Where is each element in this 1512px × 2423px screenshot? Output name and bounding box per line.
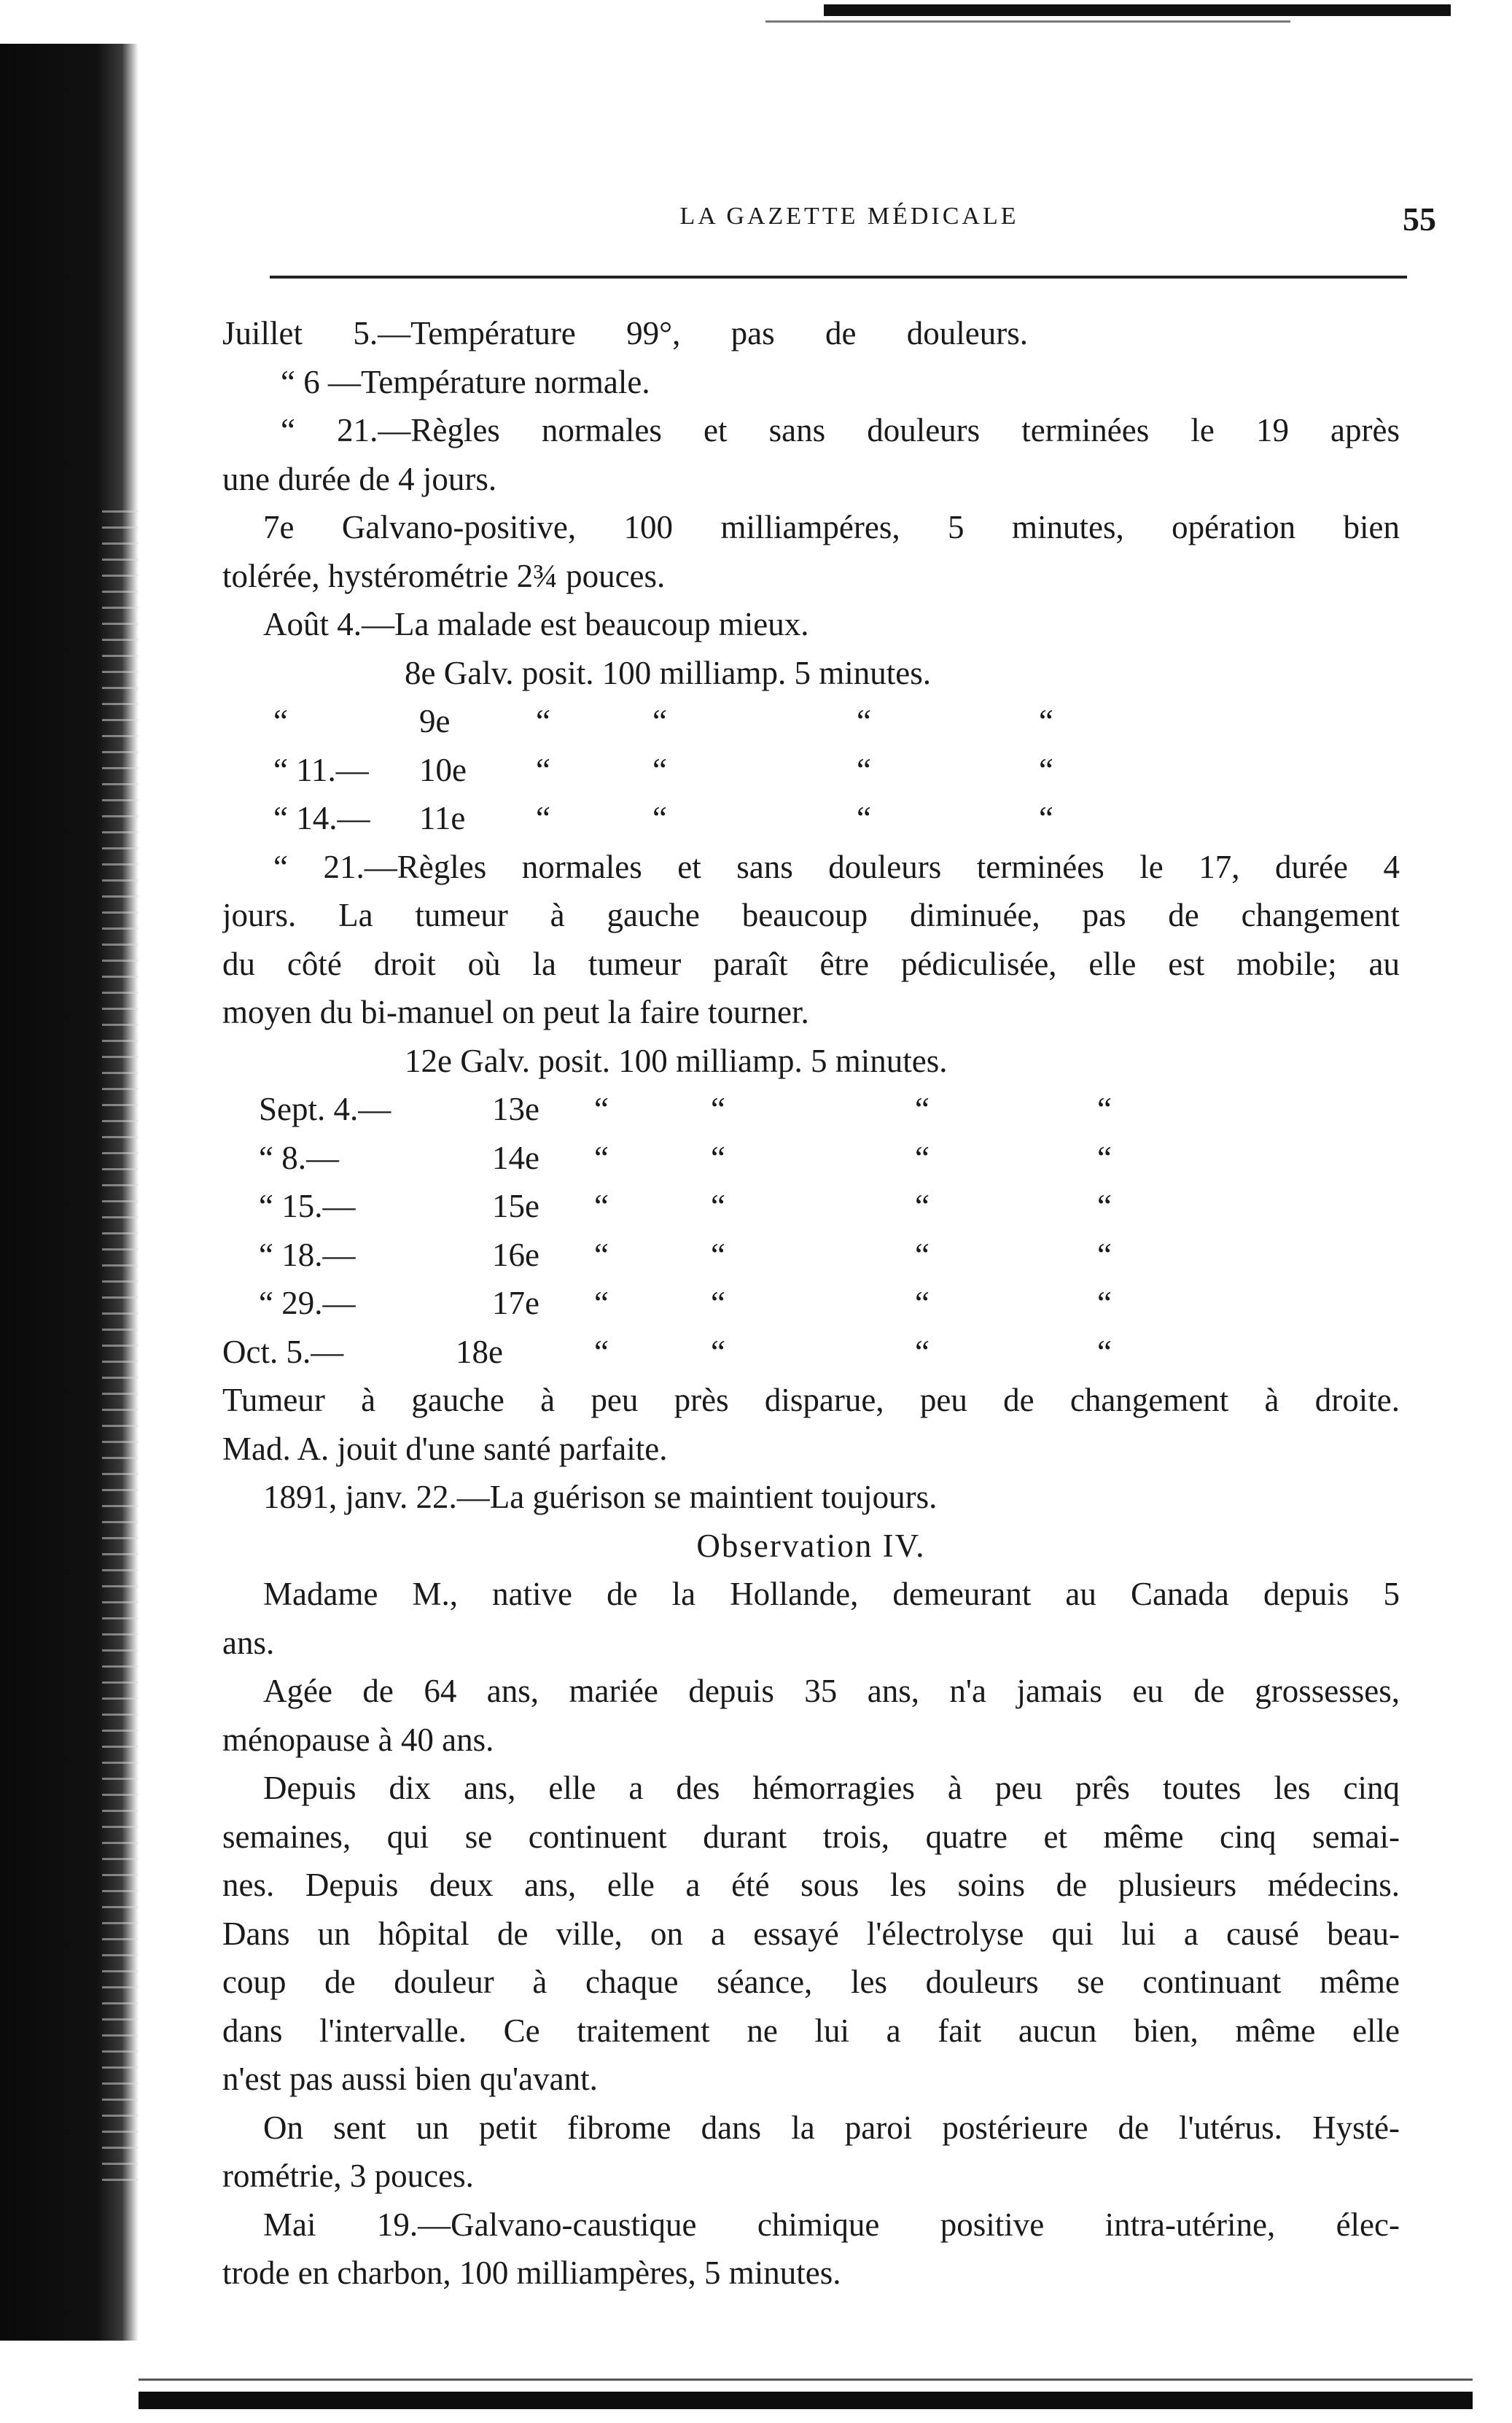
session-row	[222, 794, 1400, 843]
text-line: Depuis dix ans, elle a des hémorragies à peu prês toutes les cinq	[263, 1770, 1400, 1806]
ditto-mark: “	[594, 1091, 609, 1127]
text-line: 1891, janv. 22.—La guérison se maintient toujours.	[263, 1479, 938, 1515]
session-date: Sept. 4.—	[259, 1091, 391, 1127]
session-row	[222, 1182, 1400, 1231]
text-line: “ 6 —Température normale.	[281, 363, 650, 400]
bottom-edge-thin-rule	[139, 2379, 1473, 2381]
ditto-mark: “	[1097, 1236, 1112, 1273]
session-date: “ 15.—	[259, 1188, 356, 1224]
ditto-mark: “	[652, 751, 667, 788]
ditto-mark: “	[1039, 703, 1053, 739]
ditto-mark: “	[594, 1139, 609, 1176]
bottom-edge-rule	[139, 2392, 1473, 2409]
ditto-mark: “	[594, 1333, 609, 1370]
running-title: LA GAZETTE MÉDICALE	[679, 203, 1019, 230]
ditto-mark: “	[1097, 1139, 1112, 1176]
session-date: “ 11.—	[273, 751, 369, 788]
session-row	[222, 746, 1400, 795]
text-line: dans l'intervalle. Ce traitement ne lui a fait aucun bien, même elle	[222, 2012, 1400, 2049]
ditto-mark: “	[711, 1188, 725, 1224]
session-number: 18e	[456, 1333, 503, 1370]
ditto-mark: “	[915, 1333, 930, 1370]
session-number: 13e	[492, 1091, 539, 1127]
text-line: du côté droit où la tumeur paraît être pédiculisée, elle est mobile; au	[222, 945, 1400, 982]
ditto-mark: “	[1097, 1333, 1112, 1370]
text-line: n'est pas aussi bien qu'avant.	[222, 2061, 598, 2097]
text-line: ménopause à 40 ans.	[222, 1721, 494, 1758]
text-line: 12e Galv. posit. 100 milliamp. 5 minutes.	[405, 1042, 948, 1079]
ditto-mark: “	[915, 1285, 930, 1321]
session-number: 10e	[419, 751, 467, 788]
ditto-mark: “	[594, 1188, 609, 1224]
text-line: Mai 19.—Galvano-caustique chimique positive intra-utérine, élec-	[263, 2206, 1400, 2243]
session-row	[222, 1328, 1400, 1377]
text-line: On sent un petit fibrome dans la paroi postérieure de l'utérus. Hysté-	[263, 2109, 1400, 2146]
text-line: Tumeur à gauche à peu près disparue, peu de changement à droite.	[222, 1382, 1400, 1418]
text-line: 8e Galv. posit. 100 milliamp. 5 minutes.	[405, 654, 932, 691]
ditto-mark: “	[711, 1285, 725, 1321]
session-row	[222, 697, 1400, 746]
text-line: jours. La tumeur à gauche beaucoup diminuée, pas de changement	[222, 897, 1400, 933]
session-row	[222, 1279, 1400, 1328]
text-line: trode en charbon, 100 milliampères, 5 minutes.	[222, 2255, 841, 2291]
ditto-mark: “	[915, 1236, 930, 1273]
text-line: Dans un hôpital de ville, on a essayé l'électrolyse qui lui a causé beau-	[222, 1915, 1400, 1952]
ditto-mark: “	[1097, 1091, 1112, 1127]
top-edge-thin-rule	[765, 20, 1290, 23]
ditto-mark: “	[711, 1091, 725, 1127]
text-line: coup de douleur à chaque séance, les douleurs se continuant même	[222, 1964, 1400, 2000]
ditto-mark: “	[711, 1333, 725, 1370]
session-number: 15e	[492, 1188, 539, 1224]
text-line: tolérée, hystérométrie 2¾ pouces.	[222, 557, 666, 594]
text-line: Août 4.—La malade est beaucoup mieux.	[263, 606, 809, 642]
ditto-mark: “	[1097, 1188, 1112, 1224]
text-line: moyen du bi-manuel on peut la faire tourner.	[222, 994, 809, 1030]
session-date: “ 29.—	[259, 1285, 356, 1321]
ditto-mark: “	[1097, 1285, 1112, 1321]
ditto-mark: “	[915, 1139, 930, 1176]
ditto-mark: “	[711, 1139, 725, 1176]
header-rule	[270, 276, 1407, 279]
top-edge-rule	[824, 4, 1451, 16]
section-heading: Observation IV.	[696, 1527, 926, 1564]
ditto-mark: “	[1039, 800, 1053, 836]
session-number: 16e	[492, 1236, 539, 1273]
session-number: 14e	[492, 1139, 539, 1176]
ditto-mark: “	[594, 1236, 609, 1273]
session-number: 11e	[419, 800, 466, 836]
session-number: 9e	[419, 703, 451, 739]
text-line: Juillet 5.—Température 99°, pas de douleurs.	[222, 315, 1028, 351]
text-line: “ 21.—Règles normales et sans douleurs terminées le 17, durée 4	[273, 848, 1400, 885]
ditto-mark: “	[857, 751, 871, 788]
ditto-mark: “	[652, 800, 667, 836]
session-date: “ 14.—	[273, 800, 370, 836]
ditto-mark: “	[915, 1188, 930, 1224]
ditto-mark: “	[711, 1236, 725, 1273]
session-date: “ 8.—	[259, 1139, 339, 1176]
text-line: Madame M., native de la Hollande, demeurant au Canada depuis 5	[263, 1576, 1400, 1612]
text-line: semaines, qui se continuent durant trois, quatre et même cinq semai-	[222, 1818, 1400, 1855]
ditto-mark: “	[594, 1285, 609, 1321]
text-line: ans.	[222, 1624, 275, 1661]
text-line: une durée de 4 jours.	[222, 460, 497, 497]
spine-speckle	[102, 510, 139, 2187]
session-date: “ 18.—	[259, 1236, 356, 1273]
session-row	[222, 1231, 1400, 1280]
session-number: 17e	[492, 1285, 539, 1321]
session-row	[222, 1134, 1400, 1183]
ditto-mark: “	[915, 1091, 930, 1127]
ditto-mark: “	[857, 703, 871, 739]
ditto-mark: “	[536, 751, 550, 788]
text-line: “ 21.—Règles normales et sans douleurs terminées le 19 après	[281, 412, 1400, 448]
ditto-mark: “	[652, 703, 667, 739]
page-header	[255, 203, 1443, 246]
session-date: Oct. 5.—	[222, 1333, 344, 1370]
ditto-mark: “	[1039, 751, 1053, 788]
page-body	[222, 309, 1400, 2298]
text-line: Agée de 64 ans, mariée depuis 35 ans, n'a jamais eu de grossesses,	[263, 1673, 1400, 1709]
text-line: nes. Depuis deux ans, elle a été sous les soins de plusieurs médecins.	[222, 1867, 1400, 1903]
session-row	[222, 1085, 1400, 1134]
ditto-mark: “	[536, 800, 550, 836]
ditto-mark: “	[857, 800, 871, 836]
text-line: 7e Galvano-positive, 100 milliampéres, 5 minutes, opération bien	[263, 509, 1400, 545]
text-line: Mad. A. jouit d'une santé parfaite.	[222, 1430, 668, 1467]
page-number: 55	[1403, 201, 1436, 238]
text-line: rométrie, 3 pouces.	[222, 2158, 474, 2194]
ditto-mark: “	[536, 703, 550, 739]
session-date: “	[273, 703, 288, 739]
